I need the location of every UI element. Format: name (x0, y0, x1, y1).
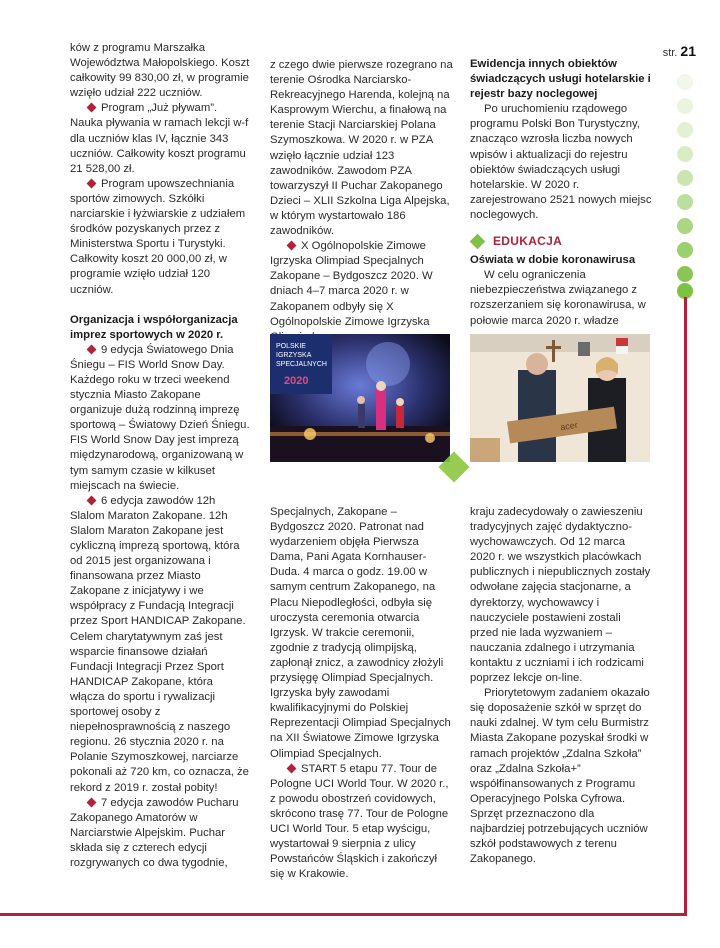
col1-heading: Organizacja i współorganizacja imprez sportowych w 2020 r. (70, 313, 238, 341)
column-3-bottom (470, 505, 652, 867)
col3-subheading: Oświata w dobie koronawirusa (470, 254, 636, 267)
col3-paragraph-4: Priorytetowym zadaniem okazało się doposażenie szkół w sprzęt do nauki zdalnej. W tym celu Burmistrz Miasta Zakopane pozyskał środki w ramach projektów „Zdalna Szkoła” oraz „Zdalna Szkoła+” współfinansowanych z Programu Operacyjnego Polska Cyfrowa. Sprzęt przeznaczono dla najbardziej potrzebujących uczniów szkół podstawowych z terenu Zakopanego. (470, 687, 650, 866)
banner-line-1: POLSKIE (276, 343, 306, 350)
col1-paragraph-4: 9 edycja Światowego Dnia Śniegu – FIS World Snow Day. Każdego roku w trzeci weekend stycznia Miasto Zakopane organizuje dużą rodzinną imprezę sportową – Światowy Dzień Śniegu. FIS World Snow Day jest imprezą międzynarodową, organizowaną w tym samym czasie w kilkuset miejscach na świecie. (70, 343, 250, 492)
dot-1 (677, 74, 693, 90)
bullet-diamond-icon (87, 797, 97, 807)
bullet-diamond-icon (87, 344, 97, 354)
handover-photo-illustration (470, 334, 650, 462)
dot-8 (677, 242, 693, 258)
col1-paragraph-6: 7 edycja zawodów Pucharu Zakopanego Amatorów w Narciarstwie Alpejskim. Puchar składa się z czterech edycji rozgrywanych co dwa tygodnie, (70, 796, 239, 869)
col1-paragraph-5: 6 edycja zawodów 12h Slalom Maraton Zakopane. 12h Slalom Maraton Zakopane jest cykliczną imprezą sportową, która od 2015 jest organizowana i finansowana przez Miasto Zakopane z inicjatywy i we współpracy z Fundacją Integracji przez Sport HANDICAP Zakopane. Celem charytatywnym zaś jest wsparcie finansowe działań Fundacji Integracji Przez Sport HANDICAP Zakopane, która włącza do sportu i rywalizacji sportowej osoby z niepełnosprawnością z naszego regionu. 26 stycznia 2020 r. na Polanie Szymoszkowej, narciarze pokonali aż 720 km, co oznacza, że rekord z 2019 r. został pobity! (70, 494, 249, 794)
section-label: EDUKACJA (493, 234, 563, 249)
box-label: acer (559, 419, 579, 433)
ceremony-photo-illustration (270, 334, 450, 462)
dot-3 (677, 122, 693, 138)
dot-2 (677, 98, 693, 114)
col3-paragraph-1: Po uruchomieniu rządowego programu Polski Bon Turystyczny, znacząco wzrosła liczba nowych wpisów i aktualizacji do rejestru obiektów świadczących usługi hotelarskie. W 2020 r. zarejestrowano 2521 nowych miejsc noclegowych. (470, 103, 652, 221)
section-header-edukacja (470, 234, 652, 249)
bullet-diamond-icon (287, 763, 297, 773)
col2-paragraph-2: X Ogólnopolskie Zimowe Igrzyska Olimpiad Specjalnych Zakopane – Bydgoszcz 2020. W dniach 4–7 marca 2020 r. w Zakopanem odbyły się X Ogólnopolskie Zimowe Igrzyska (270, 240, 433, 328)
dot-6 (677, 194, 693, 210)
page-prefix: str. (662, 47, 678, 59)
dot-4 (677, 146, 693, 162)
column-3-top (470, 41, 652, 329)
page-frame-horizontal (0, 913, 687, 916)
col1-paragraph-2: Program „Już pływam”. Nauka pływania w ramach lekcji w-f dla uczniów klas IV, łącznie 343 uczniów. Całkowity koszt programu 21 528,00 zł. (70, 102, 249, 175)
col2-paragraph-1: z czego dwie pierwsze rozegrano na terenie Ośrodka Narciarsko-Rekreacyjnego Harenda, kolejną na Kasprowym Wierchu, a finałową na terenie Stacji Narciarskiej Polana Szymoszkowa. W 2020 r. w PZA wzięło łącznie udział 123 zawodników. Zawodom PZA towarzyszył II Puchar Zakopanego Dzieci – XLII Szkolna Liga Alpejska, w którym wystartowało 186 zawodników. (270, 59, 453, 238)
col3-heading: Ewidencja innych obiektów świadczących usługi hotelarskie i rejestr bazy noclegowej (470, 58, 651, 101)
col3-paragraph-3: kraju zadecydowały o zawieszeniu tradycyjnych zajęć dydaktyczno-wychowawczych. Od 12 marca 2020 r. we wszystkich placówkach publicznych i niepublicznych zostały odwołane zajęcia stacjonarne, a dyrektorzy, wychowawcy i nauczyciele postawieni zostali przed nie lada wyzwaniem – nauczania zdalnego i utrzymania kontaktu z uczniami i ich rodzicami poprzez lekcje on-line. (470, 506, 651, 685)
bullet-diamond-icon (87, 178, 97, 188)
banner-year: 2020 (284, 375, 309, 387)
photo-laptop-handover (470, 334, 650, 462)
photo-opening-ceremony (270, 334, 450, 462)
col2-paragraph-3: Specjalnych, Zakopane – Bydgoszcz 2020. Patronat nad wydarzeniem objęła Pierwsza Dama, Pani Agata Kornhauser-Duda. 4 marca o godz. 19.00 w samym centrum Zakopanego, na Placu Niepodległości, odbyła się uroczysta ceremonia otwarcia Igrzysk. W trakcie ceremonii, zgodnie z tradycją olimpijską, zapłonął znicz, a zawodnicy złożyli przysięgę Olimpiad Specjalnych. Igrzyska były zawodami kwalifikacyjnymi do Polskiej Reprezentacji Olimpiad Specjalnych na XII Światowe Zimowe Igrzyska Olimpiad Specjalnych. (270, 506, 451, 760)
section-diamond-icon (470, 234, 486, 250)
dot-7 (677, 218, 693, 234)
page-number (663, 43, 696, 59)
page-frame-vertical (684, 297, 687, 913)
dot-5 (677, 170, 693, 186)
col1-paragraph-3: Program upowszechniania sportów zimowych. Szkółki narciarskie i łyżwiarskie z udziałem środków pozyskanych przez z Ministerstwa Sportu i Turystyki. Całkowity koszt 20 000,00 zł, w programie wzięło udział 120 uczniów. (70, 177, 246, 296)
bullet-diamond-icon (87, 103, 97, 113)
page-number-value: 21 (680, 43, 696, 59)
column-2-bottom (270, 505, 453, 882)
dot-9 (677, 266, 693, 282)
bullet-diamond-icon (287, 241, 297, 251)
col3-paragraph-2: W celu ograniczenia niebezpieczeństwa związanego z rozszerzaniem się koronawirusa, w połowie marca 2020 r. władze (470, 269, 646, 327)
col2-paragraph-4: START 5 etapu 77. Tour de Pologne UCI World Tour. W 2020 r., z powodu obostrzeń covidowych, skrócono trasę 77. Tour de Pologne UCI World Tour. 5 etap wyścigu, wystartował 9 sierpnia z ulicy Powstańców Śląskich i zakończył się w Krakowie. (270, 762, 449, 881)
bullet-diamond-icon (87, 495, 97, 505)
column-2-top (270, 58, 453, 345)
banner-line-3: SPECJALNYCH (276, 361, 327, 368)
col1-paragraph-1: ków z programu Marszałka Województwa Małopolskiego. Koszt całkowity 99 830,00 zł, w programie wzięło udział 222 uczniów. (70, 42, 250, 100)
column-1 (70, 41, 250, 871)
banner-line-2: IGRZYSKA (276, 352, 312, 359)
